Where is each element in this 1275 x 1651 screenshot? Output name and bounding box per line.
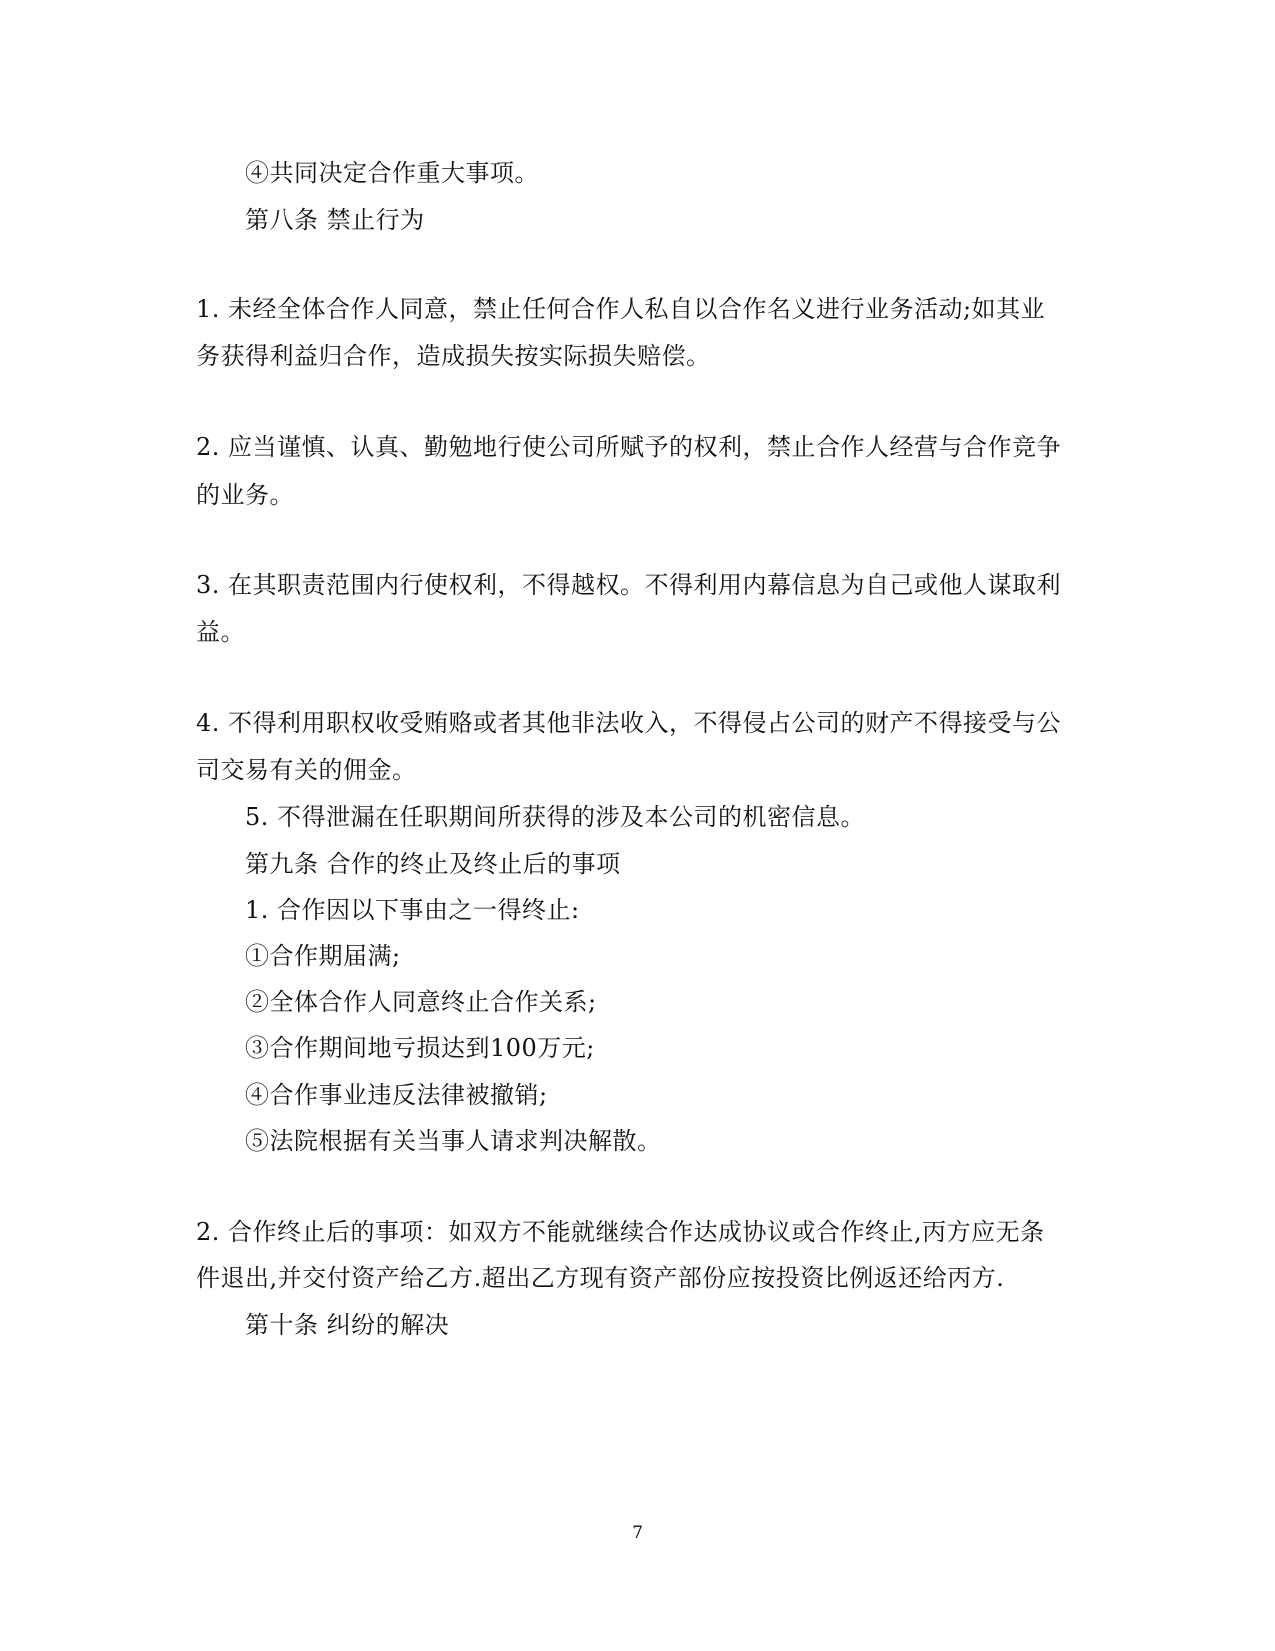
text-line: 5. 不得泄漏在任职期间所获得的涉及本公司的机密信息。	[245, 803, 866, 831]
text-line: 司交易有关的佣金。	[196, 756, 417, 784]
text-line: 4. 不得利用职权收受贿赂或者其他非法收入，不得侵占公司的财产不得接受与公	[196, 709, 1062, 737]
text-line: 1. 合作因以下事由之一得终止:	[245, 896, 580, 924]
text-line: 3. 在其职责范围内行使权利，不得越权。不得利用内幕信息为自己或他人谋取利	[196, 571, 1062, 599]
list-item: ④合作事业违反法律被撤销;	[245, 1081, 548, 1109]
text-line: 1. 未经全体合作人同意，禁止任何合作人私自以合作名义进行业务活动;如其业	[196, 295, 1046, 323]
section-heading: 第十条 纠纷的解决	[245, 1311, 450, 1339]
text-line: 务获得利益归合作，造成损失按实际损失赔偿。	[196, 342, 711, 370]
text-line: 2. 合作终止后的事项：如双方不能就继续合作达成协议或合作终止,丙方应无条	[196, 1218, 1045, 1246]
list-item: ②全体合作人同意终止合作关系;	[245, 988, 597, 1016]
text-line: ④共同决定合作重大事项。	[245, 159, 539, 187]
list-item: ⑤法院根据有关当事人请求判决解散。	[245, 1127, 662, 1155]
section-heading: 第九条 合作的终止及终止后的事项	[245, 850, 621, 878]
page-number: 7	[632, 1523, 643, 1543]
text-line: 益。	[196, 618, 245, 646]
section-heading: 第八条 禁止行为	[245, 206, 425, 234]
text-line: 2. 应当谨慎、认真、勤勉地行使公司所赋予的权利，禁止合作人经营与合作竞争	[196, 433, 1062, 461]
list-item: ①合作期届满;	[245, 942, 401, 970]
text-line: 的业务。	[196, 481, 294, 509]
text-line: 件退出,并交付资产给乙方.超出乙方现有资产部份应按投资比例返还给丙方.	[196, 1264, 1005, 1292]
list-item: ③合作期间地亏损达到100万元;	[245, 1034, 595, 1062]
